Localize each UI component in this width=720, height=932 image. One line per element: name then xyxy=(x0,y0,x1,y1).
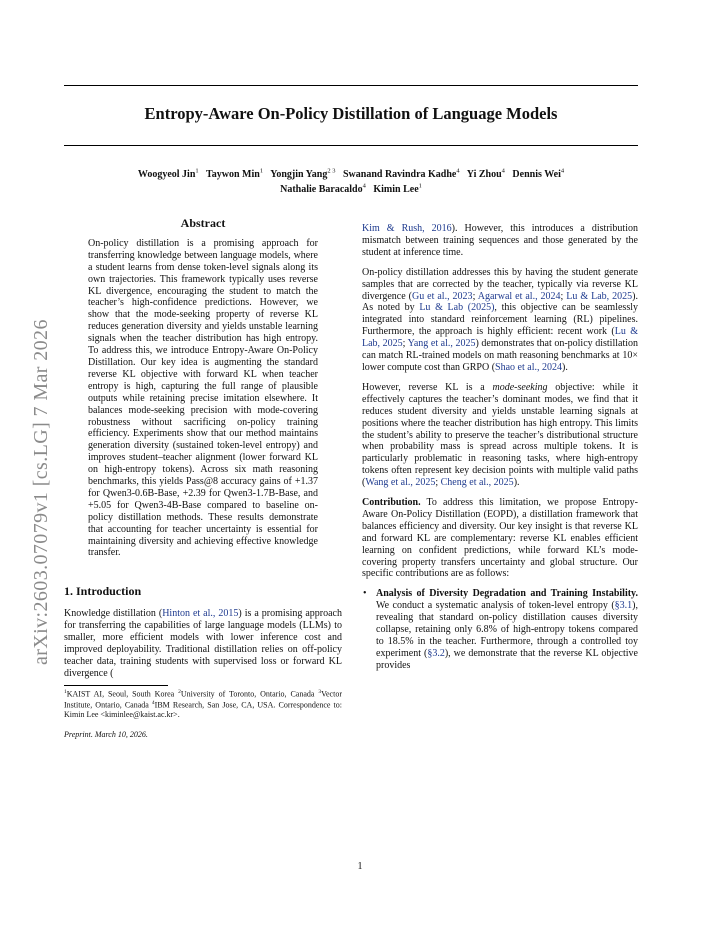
citation-link[interactable]: Wang et al., 2025 xyxy=(365,477,436,489)
author: Kimin Lee$^1$ xyxy=(373,183,422,196)
abstract-body: On-policy distillation is a promising approach for transferring knowledge between language models, where a student learns from dense token-level signals along its own trajectories. This framework typically uses reverse KL divergence, encouraging the student to match the teacher’s high-confidence predictions. However, we show that the mode-seeking property of reverse KL reduces generation diversity and yields unstable learning signals when the teacher distribution has high entropy. To address this, we introduce Entropy-Aware On-Policy Distillation. Our key idea is augmenting the standard reverse KL objective with forward KL when teacher entropy is high, capturing the full range of plausible outputs while retaining precise imitation elsewhere. It balances mode-seeking precision with mode-covering robustness without sacrificing on-policy training efficiency. Experiments show that our method maintains generation diversity (sustained token-level entropy) and improves student–teacher alignment (lower forward KL on high-entropy tokens). Across six math reasoning benchmarks, this yields Pass@8 accuracy gains of +1.37 for Qwen3-0.6B-Base, +2.39 for Qwen3-1.7B-Base, and +5.05 for Qwen3-4B-Base compared to baseline on-policy distillation methods. These results demonstrate that accounting for teacher uncertainty is essential for maintaining diversity and achieving effective knowledge transfer. xyxy=(88,237,318,559)
intro-paragraph-3: However, reverse KL is a mode-seeking objective: while it effectively captures the teacher’s dominant modes, we find that it reduces student diversity and yields unstable learning signals at positions where the teacher distribution has high entropy. This limits the student’s ability to preserve the teacher’s distributional structure when probability mass is spread across multiple tokens. It is particularly problematic in reasoning tasks, where high-entropy tokens often represent key decision points with multiple valid paths (Wang et al., 2025; Cheng et al., 2025). xyxy=(362,381,638,489)
bullet-icon: • xyxy=(363,588,367,600)
contribution-paragraph: Contribution. To address this limitation, we propose Entropy-Aware On-Policy Distillation (EOPD), a distillation framework that balances efficiency and diversity. Our key insight is that reverse KL and forward KL are complementary: reverse KL enables efficient learning on confident predictions, while forward KL’s mode-covering property transfers uncertainty and global structure. Our specific contributions are as follows: xyxy=(362,497,638,580)
section-reference-link[interactable]: §3.1 xyxy=(614,600,633,612)
citation-link[interactable]: Lu & Lab (2025) xyxy=(419,302,495,314)
intro-paragraph-2: On-policy distillation addresses this by having the student generate samples that are corrected by the teacher, typically via reverse KL divergence (Gu et al., 2023; Agarwal et al., 2024; Lu & Lab, 2025). As noted by Lu & Lab (2025), this objective can be seamlessly integrated into standard reinforcement learning (RL) pipelines. Furthermore, the approach is highly efficient: recent work (Lu & Lab, 2025; Yang et al., 2025) demonstrates that on-policy distillation can match RL-trained models on math reasoning benchmarks at 10× lower compute cost than GRPO (Shao et al., 2024). xyxy=(362,266,639,373)
author: Dennis Wei$^4$ xyxy=(512,168,565,181)
citation-link[interactable]: Lu & Lab, 2025 xyxy=(362,326,638,350)
section-reference-link[interactable]: §3.2 xyxy=(427,647,445,659)
author: Taywon Min$^1$ xyxy=(205,168,264,181)
citation-link[interactable]: Yang et al., 2025 xyxy=(407,338,476,350)
author: Yi Zhou$^4$ xyxy=(466,168,505,181)
affiliations-footnote: $^1$KAIST AI, Seoul, South Korea $^2$University of Toronto, Ontario, Canada $^3$Vector Institute, Ontario, Canada $^4$IBM Research, San Jose, CA, USA. Correspondence to: Kimin Lee <kiminlee@kaist.ac.kr>. xyxy=(64,688,342,719)
title-bottom-rule xyxy=(64,145,638,146)
author: Yongjin Yang$^{2 3}$ xyxy=(270,168,336,181)
top-rule xyxy=(64,85,638,86)
intro-paragraph-1-continued: Kim & Rush, 2016). However, this introduces a distribution mismatch between training sequences and those generated by the student at inference time. xyxy=(362,223,638,258)
introduction-heading: 1. Introduction xyxy=(64,584,142,599)
citation-link[interactable]: Agarwal et al., 2024 xyxy=(477,290,561,302)
paper-title: Entropy-Aware On-Policy Distillation of Language Models xyxy=(144,104,558,123)
right-column xyxy=(362,223,638,672)
contribution-bullet-1: • Analysis of Diversity Degradation and Training Instability. We conduct a systematic analysis of token-level entropy (§3.1), revealing that standard on-policy distillation causes diversity collapse, retaining only 6.8% of high-entropy tokens compared to 18.5% in the teacher. Furthermore, through a controlled toy experiment (§3.2), we demonstrate that the reverse KL objective provides xyxy=(363,588,638,671)
author: Woogyeol Jin$^1$ xyxy=(137,168,199,181)
citation-link[interactable]: Cheng et al., 2025 xyxy=(440,477,514,489)
footnote-rule xyxy=(64,685,168,686)
citation-link[interactable]: Lu & Lab, 2025 xyxy=(566,290,633,302)
intro-paragraph-1: Knowledge distillation (Hinton et al., 2015) is a promising approach for transferring the capabilities of large language models (LLMs) to smaller, more efficient models with lower inference cost and improved deployability. Traditional distillation relies on off-policy teacher data, training students with supervised loss or forward KL divergence ( xyxy=(64,608,342,679)
citation-link[interactable]: Hinton et al., 2015 xyxy=(162,608,239,620)
citation-link[interactable]: Kim & Rush, 2016 xyxy=(362,223,452,234)
citation-link[interactable]: Gu et al., 2023 xyxy=(411,290,473,302)
author: Nathalie Baracaldo$^4$ xyxy=(280,183,366,196)
authors-line-2 xyxy=(64,180,638,197)
arxiv-identifier-stamp[interactable]: arXiv:2603.07079v1 [cs.LG] 7 Mar 2026 xyxy=(30,319,52,665)
citation-link[interactable]: Shao et al., 2024 xyxy=(495,361,562,373)
abstract-heading: Abstract xyxy=(180,216,226,230)
author: Swanand Ravindra Kadhe$^4$ xyxy=(342,168,460,181)
left-column xyxy=(64,218,342,741)
preprint-notice: Preprint. March 10, 2026. xyxy=(64,729,148,739)
page-number: 1 xyxy=(357,861,363,872)
